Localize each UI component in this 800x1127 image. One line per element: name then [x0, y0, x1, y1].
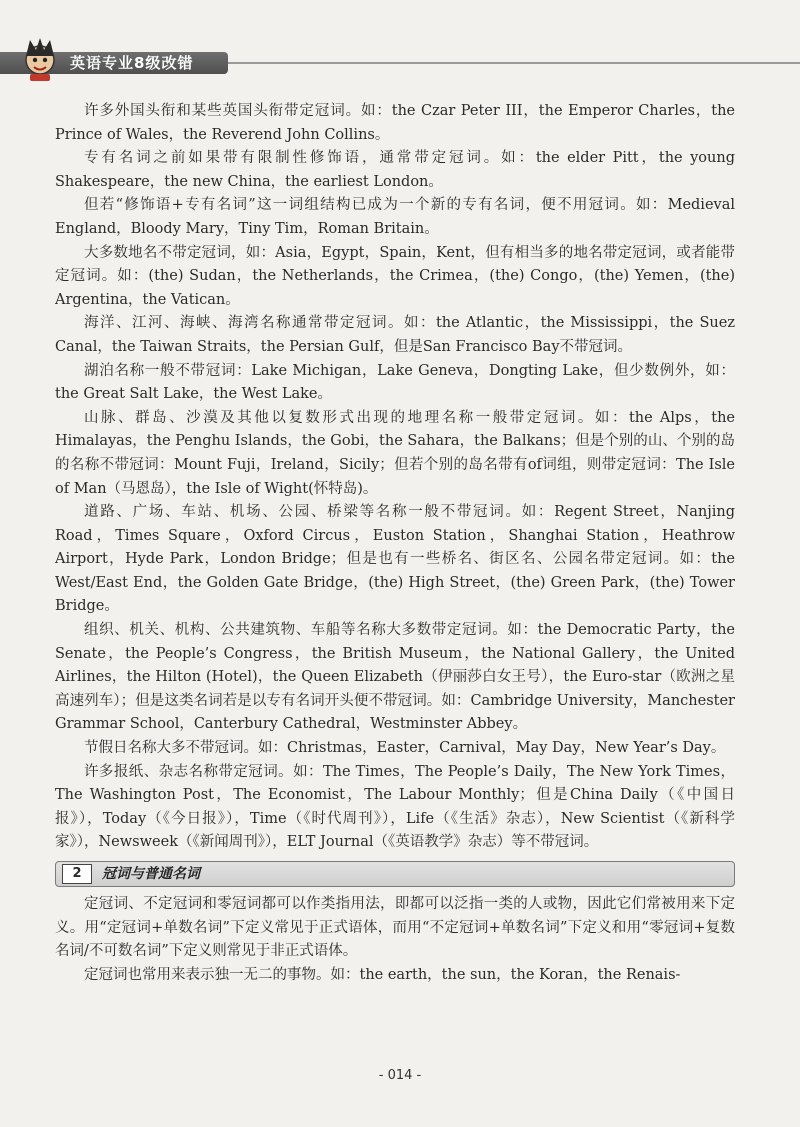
header-rule [228, 62, 800, 64]
paragraph: 许多报纸、杂志名称带定冠词。如：The Times，The People’s Daily，The New York Times，The Washington Post，The Economist，The Labour Monthly；但是China Daily（《中国日报》），Today（《今日报》），Time（《时代周刊》），Life（《生活》杂志），New Scientist（《新科学家》），Newsweek（《新闻周刊》），ELT Journal（《英语教学》杂志）等不带冠词。 [55, 763, 735, 851]
cartoon-mascot-icon [16, 34, 64, 82]
paragraph: 湖泊名称一般不带冠词：Lake Michigan，Lake Geneva，Dongting Lake，但少数例外，如：the Great Salt Lake，the West Lake。 [55, 362, 735, 403]
header-title: 英语专业8级改错 [70, 54, 194, 72]
paragraph: 定冠词也常用来表示独一无二的事物。如：the earth，the sun，the Koran，the Renais- [84, 966, 681, 983]
section-heading [55, 861, 735, 887]
paragraph: 山脉、群岛、沙漠及其他以复数形式出现的地理名称一般带定冠词。如：the Alps，the Himalayas，the Penghu Islands，the Gobi，the Sahara，the Balkans；但是个别的山、个别的岛的名称不带冠词：Mount Fuji，Ireland，Sicily；但若个别的岛名带有of词组，则带定冠词：The Isle of Man（马恩岛），the Isle of Wight(怀特岛)。 [55, 409, 735, 497]
page-header [0, 44, 800, 80]
section-title: 冠词与普通名词 [102, 866, 200, 882]
paragraph: 大多数地名不带定冠词，如：Asia，Egypt，Spain，Kent，但有相当多的地名带定冠词，或者能带定冠词。如：(the) Sudan，the Netherlands，the Crimea，(the) Congo，(the) Yemen，(the) Argentina，the Vatican。 [55, 244, 735, 308]
paragraph: 海洋、江河、海峡、海湾名称通常带定冠词。如：the Atlantic，the Mississippi，the Suez Canal，the Taiwan Straits，the Persian Gulf，但是San Francisco Bay不带冠词。 [55, 315, 735, 355]
paragraph: 但若“修饰语+专有名词”这一词组结构已成为一个新的专有名词，便不用冠词。如：Medieval England，Bloody Mary，Tiny Tim，Roman Britain。 [55, 197, 735, 237]
paragraph: 节假日名称大多不带冠词。如：Christmas，Easter，Carnival，May Day，New Year’s Day。 [84, 740, 726, 757]
paragraph: 专有名词之前如果带有限制性修饰语，通常带定冠词。如：the elder Pitt，the young Shakespeare，the new China，the earliest London。 [55, 150, 735, 190]
paragraph: 组织、机关、机构、公共建筑物、车船等名称大多数带定冠词。如：the Democratic Party，the Senate，the People’s Congress，the British Museum，the National Gallery，the United Airlines，the Hilton (Hotel)，the Queen Elizabeth（伊丽莎白女王号），the Euro-star（欧洲之星高速列车）；但是这类名词若是以专有名词开头便不带冠词。如：Cambridge University，Manchester Grammar School，Canterbury Cathedral，Westminster Abbey。 [55, 622, 735, 733]
paragraph: 道路、广场、车站、机场、公园、桥梁等名称一般不带冠词。如：Regent Street，Nanjing Road，Times Square，Oxford Circus，Euston Station，Shanghai Station，Heathrow Airport，Hyde Park，London Bridge；但是也有一些桥名、街区名、公园名带定冠词。如：the West/East End，the Golden Gate Bridge，(the) High Street，(the) Green Park，(the) Tower Bridge。 [55, 504, 735, 615]
section-number: 2 [62, 864, 92, 884]
paragraph: 定冠词、不定冠词和零冠词都可以作类指用法，即都可以泛指一类的人或物，因此它们常被用来下定义。用“定冠词+单数名词”下定义常见于正式语体，而用“不定冠词+单数名词”下定义和用“零冠词+复数名词/不可数名词”下定义则常见于非正式语体。 [55, 896, 735, 960]
paragraph: 许多外国头衔和某些英国头衔带定冠词。如：the Czar Peter III，the Emperor Charles，the Prince of Wales，the Reverend John Collins。 [55, 103, 735, 143]
page-number: - 014 - [378, 1068, 422, 1083]
body-text [55, 100, 735, 987]
